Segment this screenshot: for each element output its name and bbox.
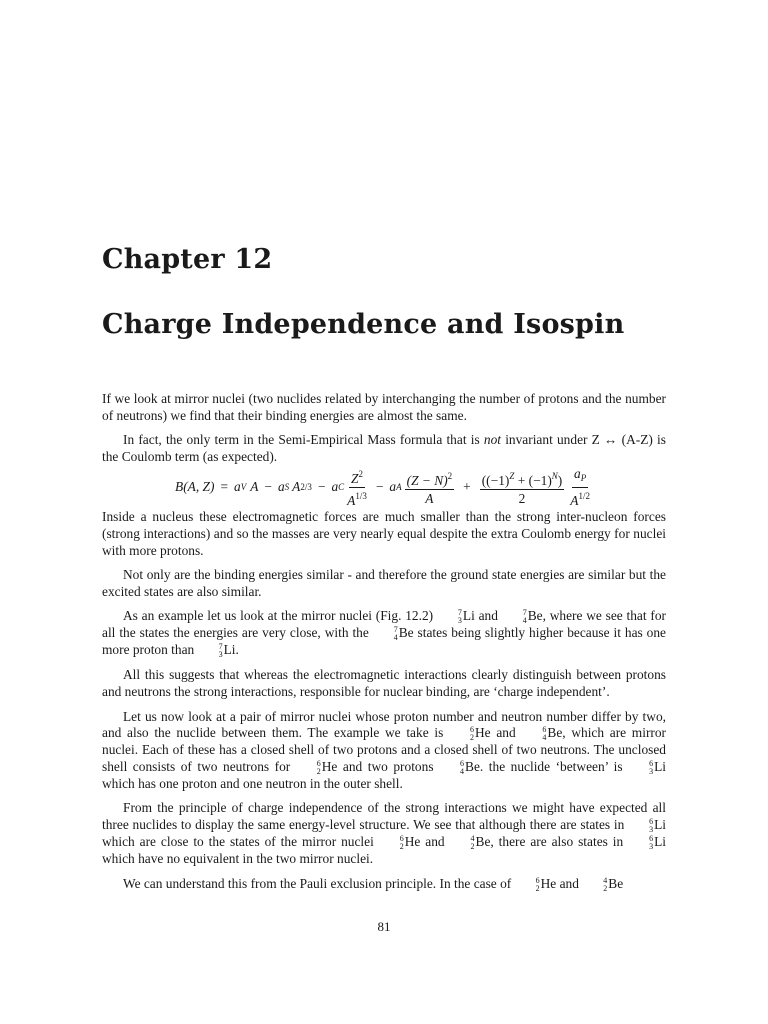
paragraph-3: Inside a nucleus these electromagnetic forces are much smaller than the strong inter-nucleon forces (strong interactions) and so the masses are very nearly equal despite the extra Coulomb energy for nuclei with more protons. xyxy=(102,509,666,558)
nuclide-be6: 6 4 Be xyxy=(460,758,480,776)
nuclide-be4: 4 2 Be xyxy=(470,833,491,851)
coulomb-fraction: $\frac{Z^2}{A^{1/3}}$ xyxy=(347,468,367,508)
pairing-fraction-2: $\frac{a_P}{A^{1/2}}$ xyxy=(570,466,590,509)
nuclide-be4: 4 2 Be xyxy=(603,875,624,893)
nuclide-he6: 6 2 He xyxy=(399,833,421,851)
paragraph-1: If we look at mirror nuclei (two nuclides related by interchanging the number of protons and the number of neutrons) we find that their binding energies are almost the same. xyxy=(102,391,666,423)
nuclide-li6: 6 3 Li xyxy=(649,816,666,834)
paragraph-7: Let us now look at a pair of mirror nuclei whose proton number and neutron number differ by two, and also the nuclide between them. The example we take is 6 2 He and 6 4 Be, which are mirror nuclei. Each of these has a closed shell of two protons and a closed shell of two neutrons. The unclosed shell consists of two neutrons for 6 2 He and two protons 6 4 Be. the nuclide ‘between’ is 6 3 Li which has one proton and one neutron in the outer shell. xyxy=(102,708,667,791)
paragraph-8: From the principle of charge independence of the strong interactions we might have expected all three nuclides to display the same energy-level structure. We see that although there are states in 6 3 Li which are close to the states of the mirror nuclei 6 2 He and 4 2 Be, there are also states in 6 3 Li which have no equivalent in the two mirror nuclei. xyxy=(102,800,667,866)
page-number: 81 xyxy=(377,919,391,934)
nuclide-be7: 7 4 Be xyxy=(522,608,543,626)
paragraph-5: As an example let us look at the mirror nuclei (Fig. 12.2) 7 3 Li and 7 4 Be, where we see that for all the states the energies are very close, with the 7 4 Be states being slightly higher because it has one more proton than 7 3 Li. xyxy=(102,608,666,660)
nuclide-be6: 6 4 Be xyxy=(542,725,563,743)
nuclide-he6: 6 2 He xyxy=(470,725,491,743)
chapter-title: Charge Independence and Isospin xyxy=(102,309,625,340)
paragraph-2: In fact, the only term in the Semi-Empirical Mass formula that is not invariant under Z ↔ (A-Z) is the Coulomb term (as expected). xyxy=(102,432,666,464)
asymmetry-fraction: $\frac{(Z - N)^2}{A}$ xyxy=(406,470,453,506)
nuclide-he6: 6 2 He xyxy=(316,758,338,776)
nuclide-he6: 6 2 He xyxy=(535,875,557,893)
chapter-label: Chapter 12 xyxy=(102,244,273,275)
nuclide-be7: 7 4 Be xyxy=(393,625,414,643)
nuclide-li6: 6 3 Li xyxy=(649,758,666,776)
mass-formula-equation: B(A, Z) = a V A − a S A 2/3 − a C $\frac{Z^2}{A^{1/3}}$ − a A $\frac{(Z - N)^2}{A}$ + $\frac{((-1)^Z + (-1)^N)}{2}$ $\frac{a_P}{A^{1/2}}$ xyxy=(175,466,590,509)
paragraph-6: All this suggests that whereas the electromagnetic interactions clearly distinguish between protons and neutrons the strong interactions, responsible for nuclear binding, are ‘charge independent’. xyxy=(102,667,666,699)
nuclide-li7: 7 3 Li xyxy=(457,608,475,626)
nuclide-li6: 6 3 Li xyxy=(649,833,667,851)
paragraph-9: We can understand this from the Pauli exclusion principle. In the case of 6 2 He and 4 2 Be xyxy=(123,875,624,893)
body-text xyxy=(102,391,666,901)
pairing-fraction: $\frac{((-1)^Z + (-1)^N)}{2}$ xyxy=(481,470,563,506)
nuclide-li7: 7 3 Li xyxy=(218,642,236,660)
paragraph-4: Not only are the binding energies similar - and therefore the ground state energies are similar but the excited states are also similar. xyxy=(102,567,666,599)
